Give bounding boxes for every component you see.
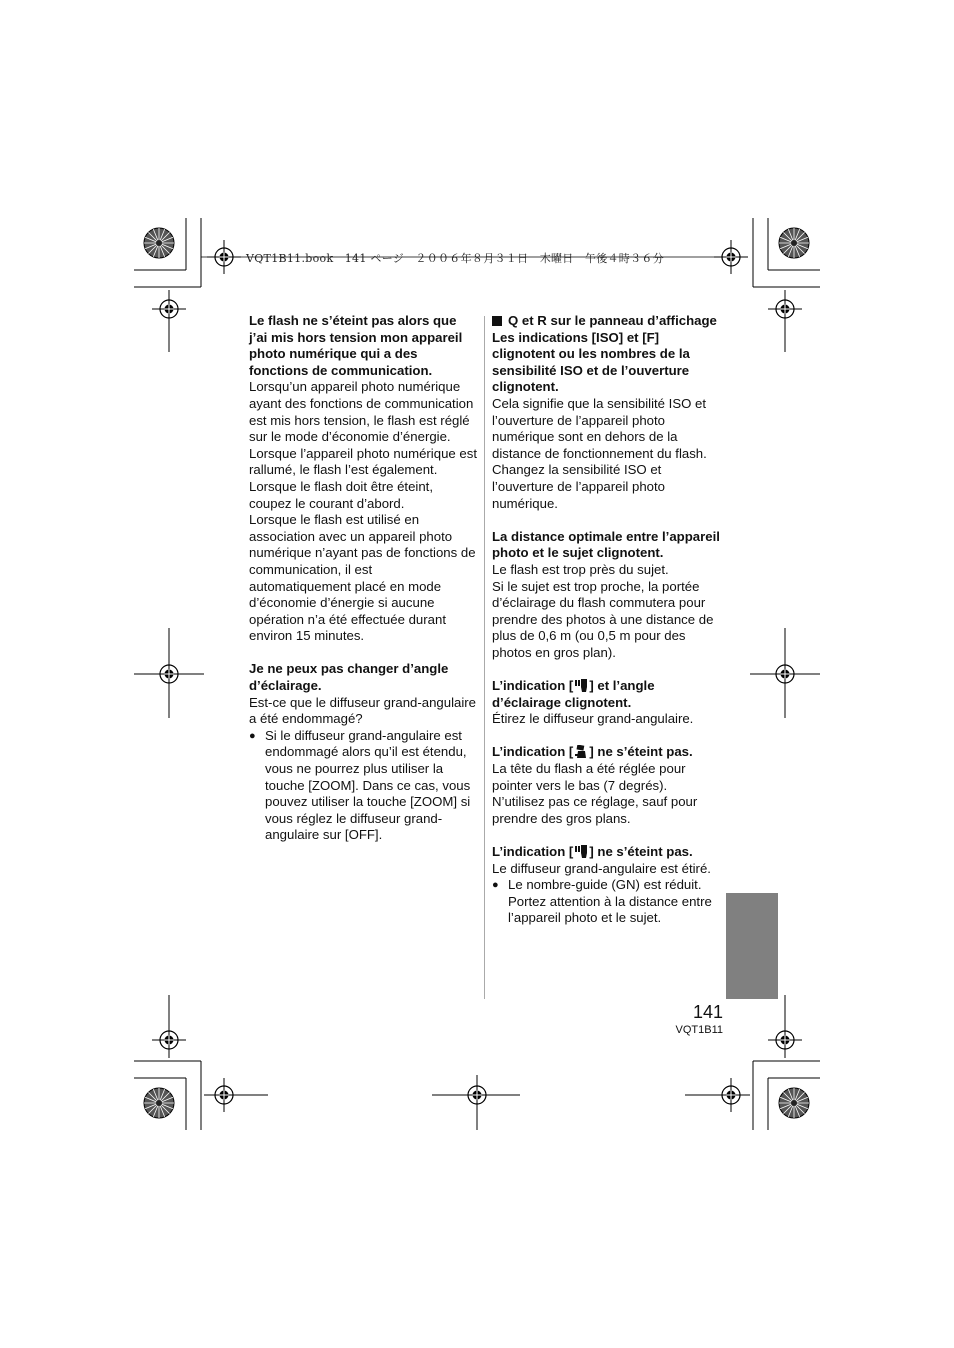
page-number: 141 — [692, 1002, 723, 1022]
color-target-icon — [779, 1088, 809, 1118]
paragraph: La tête du flash a été réglée pour pointer vers le bas (7 degrés). N’utilisez pas ce réglage, sauf pour prendre des gros plans. — [492, 761, 698, 826]
registration-mark-icon — [152, 657, 186, 691]
heading-text: L’indication [ — [492, 744, 574, 760]
paragraph: Étirez le diffuseur grand-angulaire. — [492, 711, 694, 727]
section-heading: Le flash ne s’éteint pas alors que j’ai mis hors tension mon appareil photo numérique qui a des fonctions de communication. — [249, 313, 463, 378]
registration-mark-icon — [714, 1078, 748, 1112]
doc-code: VQT1B11 — [675, 1024, 723, 1036]
bullet-text: Si le diffuseur grand-angulaire est endommagé alors qu’il est étendu, vous ne pourrez plus utiliser la touche [ZOOM]. Dans ce cas, vous pouvez utiliser la touche [ZOOM] si vous réglez le diffuseur grand-angulaire sur [OFF]. — [265, 727, 471, 843]
wide-flash-icon — [575, 679, 587, 692]
registration-mark-icon — [768, 1023, 802, 1057]
heading-text: ] ne s’éteint pas. — [589, 844, 693, 859]
chapter-tab — [726, 893, 778, 999]
paragraph: Est-ce que le diffuseur grand-angulaire a été endommagé? — [249, 694, 477, 727]
paragraph: Le flash est trop près du sujet. — [492, 561, 669, 577]
color-target-icon — [144, 228, 174, 258]
heading-text: ] et l’angle d’éclairage clignotent. — [492, 678, 655, 710]
qa-title-text: Q et R sur le panneau d’affichage — [508, 313, 717, 328]
section-heading: Les indications [ISO] et [F] clignotent ou les nombres de la sensibilité ISO et de l’ouverture clignotent. — [492, 329, 690, 395]
paragraph: Le diffuseur grand-angulaire est étiré. — [492, 860, 711, 876]
wide-flash-icon — [575, 845, 587, 858]
bullet-item — [249, 728, 477, 844]
section-heading: Je ne peux pas changer d’angle d’éclairage. — [249, 661, 449, 694]
flash-head-down-icon — [575, 745, 587, 758]
registration-mark-icon — [152, 1023, 186, 1057]
color-target-icon — [779, 228, 809, 258]
heading-text: L’indication [ — [492, 678, 574, 694]
heading-text: L’indication [ — [492, 844, 574, 859]
bullet-item — [492, 877, 722, 927]
section-heading — [492, 744, 722, 761]
heading-text: ] ne s’éteint pas. — [589, 744, 693, 760]
registration-mark-icon — [152, 292, 186, 326]
section-heading — [492, 678, 722, 711]
bullet-text: Le nombre-guide (GN) est réduit. Portez attention à la distance entre l’appareil photo et le sujet. — [508, 877, 712, 926]
registration-mark-icon — [768, 657, 802, 691]
bullet-dot-icon: ● — [249, 729, 256, 742]
column-divider — [484, 316, 485, 999]
black-square-icon — [492, 316, 502, 326]
registration-mark-icon — [714, 240, 748, 274]
qa-title — [492, 313, 722, 330]
section-heading: La distance optimale entre l’appareil photo et le sujet clignotent. — [492, 528, 720, 561]
print-header: VQT1B11.book 141 ページ ２００６年８月３１日 木曜日 午後４時３６分 — [246, 252, 664, 265]
paragraph: Lorsqu’un appareil photo numérique ayant des fonctions de communication est mis hors tension, le flash est réglé sur le mode d’économie d’énergie. Lorsque l’appareil photo numérique est rallumé, le flash l’est également. Lorsque le flash doit être éteint, coupez le courant d’abord. — [249, 379, 477, 511]
paragraph: Si le sujet est trop proche, la portée d’éclairage du flash commutera pour prendre des photos à une distance de plus de 0,6 m (ou 0,5 m pour des photos en gros plan). — [492, 578, 714, 660]
registration-mark-icon — [207, 1078, 241, 1112]
paragraph: Cela signifie que la sensibilité ISO et l’ouverture de l’appareil photo numérique sont en dehors de la distance de fonctionnement du flash. Changez la sensibilité ISO et l’ouverture de l’appareil photo numérique. — [492, 395, 707, 511]
bullet-dot-icon: ● — [492, 879, 499, 892]
left-column — [249, 313, 477, 844]
section-heading — [492, 844, 722, 861]
color-target-icon — [144, 1088, 174, 1118]
registration-mark-icon — [207, 240, 241, 274]
paragraph: Lorsque le flash est utilisé en association avec un appareil photo numérique n’ayant pas de fonctions de communication, il est automatiquement placé en mode d’économie d’énergie si aucune opération n’a été effectuée durant environ 15 minutes. — [249, 512, 476, 644]
registration-mark-icon — [768, 292, 802, 326]
right-column — [492, 313, 722, 927]
registration-mark-icon — [460, 1078, 494, 1112]
